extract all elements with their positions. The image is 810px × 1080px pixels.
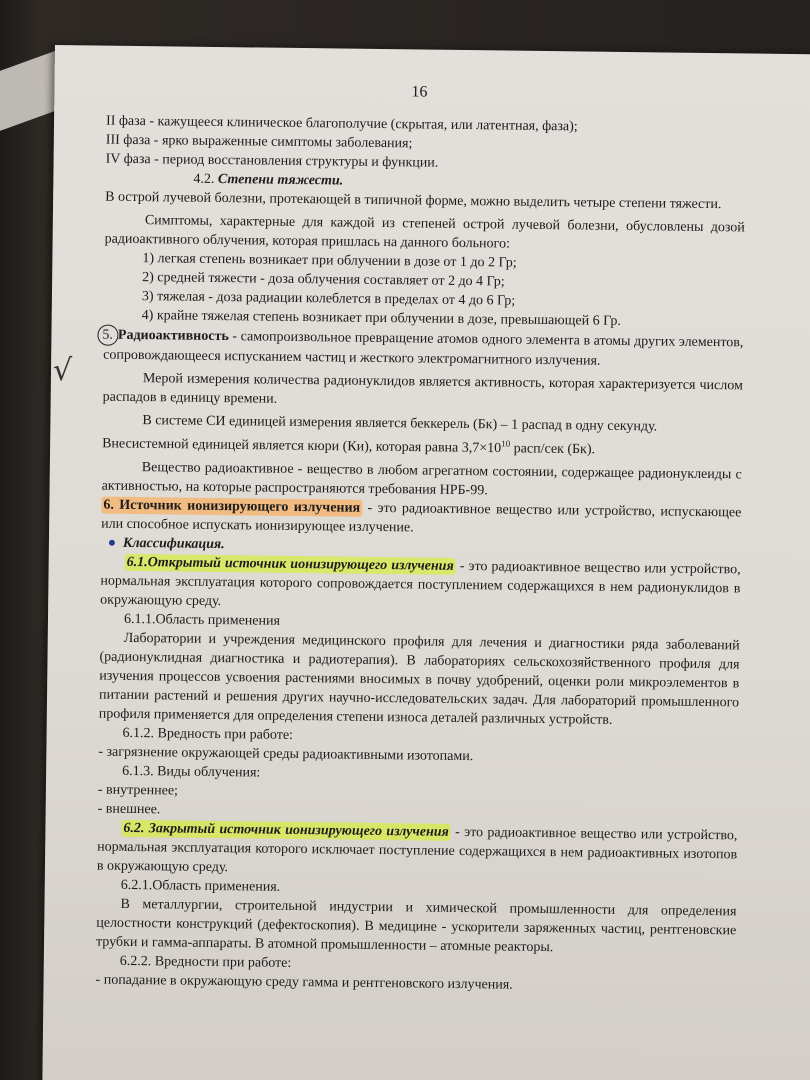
symptoms-paragraph: Симптомы, характерные для каждой из степеней острой лучевой болезни, обусловлены дозой радиоактивного облучения, которая пришлась на данного больного: — [104, 213, 745, 252]
section-6-1-definition: - это радиоактивное вещество или устройство, нормальная эксплуатация которого сопровождается поступлением содержащихся в нем радионуклидов в окружающую среду. — [100, 558, 741, 609]
section-6-heading: 6. Источник ионизирующего излучения — [101, 496, 362, 516]
section-6-definition: - это радиоактивное вещество или устройство, испускающее или способное испускать ионизирующее излучение. — [101, 500, 742, 536]
bullet-dot-icon — [109, 540, 115, 546]
page-number: 16 — [411, 83, 428, 101]
phase-line: II фаза - кажущееся клиническое благополучие (скрытая, или латентная, фаза); — [105, 113, 578, 135]
subsection-6-1-1: 6.1.1.Область применения — [123, 611, 281, 629]
section-6-1-open-source — [100, 552, 741, 617]
exposure-item: - внутреннее; — [97, 782, 179, 799]
exposure-item: - внешнее. — [97, 801, 161, 817]
activity-paragraph: Мерой измерения количества радионуклидов является активность, которая характеризуется числом распадов в единицу времени. — [102, 371, 743, 407]
subsection-6-1-3: 6.1.3. Виды облучения: — [122, 763, 261, 781]
section-6-2-heading: 6.2. Закрытый источник ионизирующего излучения — [121, 820, 451, 841]
curie-unit: расп/сек (Бк). — [510, 441, 596, 458]
background-sheet — [0, 49, 60, 131]
subsection-6-2-2: 6.2.2. Вредности при работе: — [119, 953, 292, 971]
severity-intro: В острой лучевой болезни, протекающей в типичной форме, можно выделить четыре степени тяжести. — [105, 189, 722, 213]
severity-item: 4) крайне тяжелая степень возникает при облучении в дозе, превышающей 6 Гр. — [141, 308, 621, 329]
harm-item: - загрязнение окружающей среды радиоактивными изотопами. — [98, 744, 474, 764]
closed-application-paragraph: В металлургии, строительной индустрии и химической промышленности для определения целостности конструкций (дефектоскопия). В медицине - ускорители заряженных частиц, рентгеновские трубки и гамма-аппараты. В атомной промышленности – атомные реакторы. — [95, 896, 737, 955]
section-6-2-definition: - это радиоактивное вещество или устройство, нормальная эксплуатация которого исключает поступление содержащихся в нем радиоактивных изотопов в окружающую среду. — [96, 824, 738, 875]
severity-item: 2) средней тяжести - доза облучения составляет от 2 до 4 Гр; — [142, 270, 505, 290]
application-paragraph: Лаборатории и учреждения медицинского профиля для лечения и диагностики ряда заболеваний (радионуклидная диагностика и радиотерапия). В лабораториях сельскохозяйственного профиля для изучения процессов усвоения растениями вносимых в почву удобрений, оценки роли микроэлементов в питании растений и решения других научно-исследовательских задач. Для лабораторий промышленного профиля применяется для определения степени износа деталей различных устройств. — [98, 630, 740, 728]
curie-text: Внесистемной единицей является кюри (Ки), которая равна 3,7×10 — [102, 436, 502, 457]
circled-section-number: 5. — [97, 325, 118, 346]
handwritten-check-icon: √ — [52, 353, 73, 389]
page-content — [52, 112, 746, 997]
severity-item: 3) тяжелая - доза радиации колеблется в пределах от 4 до 6 Гр; — [141, 289, 516, 309]
curie-exponent: 10 — [501, 438, 511, 449]
substance-paragraph: Вещество радиоактивное - вещество в любом агрегатном состоянии, содержащее радионуклеиды с активностью, на которые распространяются требования НРБ-99. — [101, 459, 742, 498]
subsection-6-1-2: 6.1.2. Вредность при работе: — [122, 725, 294, 743]
radioactivity-definition: - самопроизвольное превращение атомов одного элемента в атомы других элементов, сопровождающееся испусканием частиц и жесткого электромагнитного излучения. — [103, 329, 744, 369]
section-title: Степени тяжести. — [217, 172, 344, 189]
subsection-6-2-1: 6.2.1.Область применения. — [120, 877, 281, 895]
closed-harm-item: - попадание в окружающую среду гамма и рентгеновского излучения. — [95, 972, 513, 993]
section-5-radioactivity — [103, 325, 743, 373]
section-number: 4.2. — [193, 171, 215, 187]
phase-line: IV фаза - период восстановления структуры и функции. — [105, 151, 439, 171]
section-6-1-heading: 6.1.Открытый источник ионизирующего излучения — [125, 554, 456, 575]
document-page — [42, 45, 810, 1080]
phase-line: III фаза - ярко выраженные симптомы заболевания; — [105, 132, 413, 152]
classification-text: Классификация. — [122, 535, 225, 552]
severity-item: 1) легкая степень возникает при облучении в дозе от 1 до 2 Гр; — [142, 251, 517, 271]
section-6-2-closed-source — [97, 818, 738, 883]
si-unit-line: В системе СИ единицей измерения является беккерель (Бк) – 1 распад в одну секунду. — [142, 413, 658, 435]
radioactivity-term: Радиоактивность — [117, 327, 229, 345]
